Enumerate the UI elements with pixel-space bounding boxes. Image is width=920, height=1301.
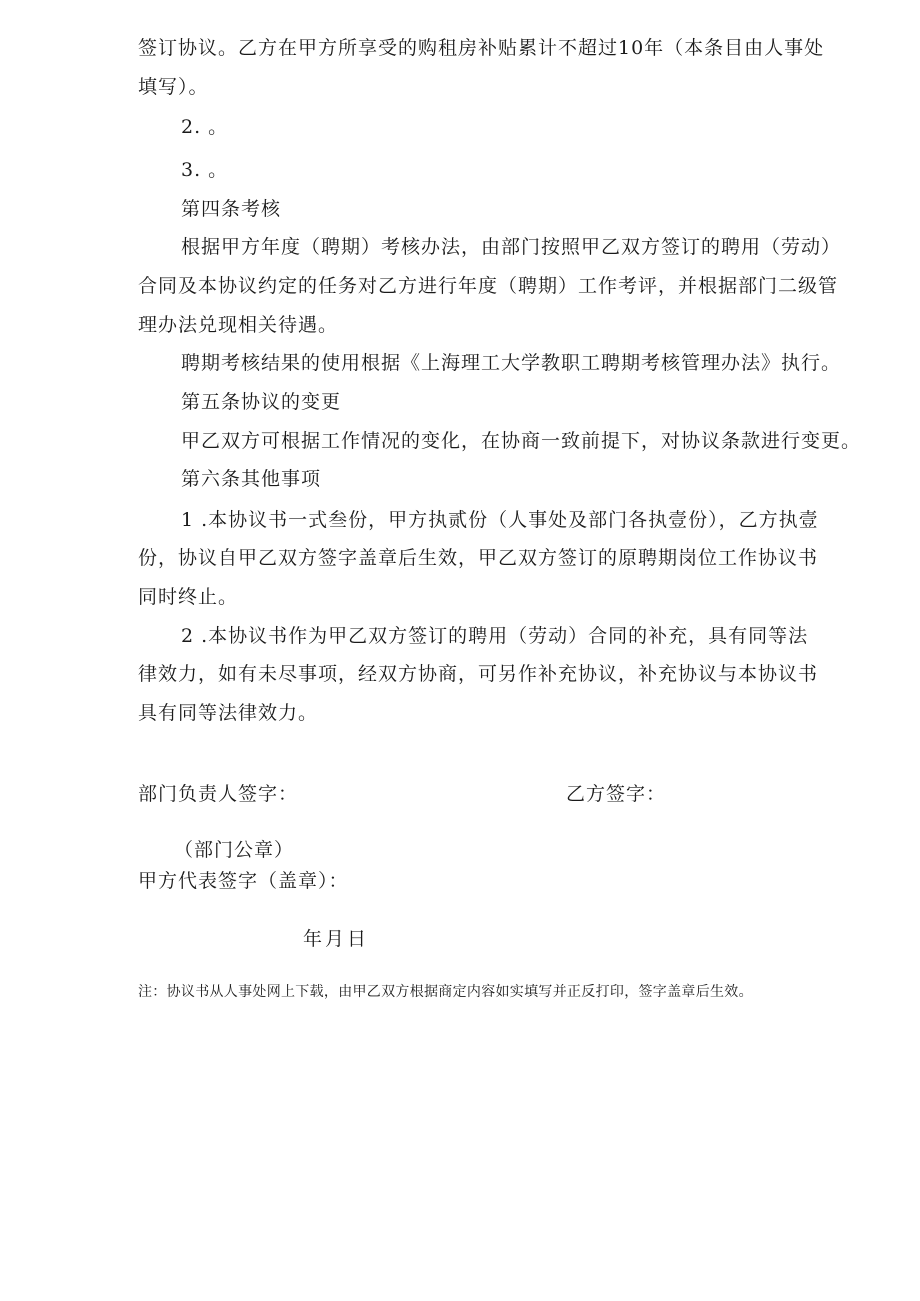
dept-head-signature-label: 部门负责人签字： <box>138 783 299 805</box>
article-4-paragraph-line-1: 根据甲方年度（聘期）考核办法，由部门按照甲乙双方签订的聘用（劳动） <box>181 236 842 258</box>
article-6-item-2-line-1: 2 .本协议书作为甲乙双方签订的聘用（劳动）合同的补充，具有同等法 <box>181 625 809 647</box>
article-6-item-1-line-1: 1 .本协议书一式叁份，甲方执贰份（人事处及部门各执壹份），乙方执壹 <box>181 509 819 531</box>
article-4-heading: 第四条考核 <box>181 198 282 220</box>
dept-seal-label: （部门公章） <box>174 839 295 861</box>
article-5-paragraph: 甲乙双方可根据工作情况的变化，在协商一致前提下，对协议条款进行变更。 <box>181 430 862 452</box>
article-4-paragraph-line-3: 理办法兑现相关待遇。 <box>138 314 339 336</box>
article-5-heading: 第五条协议的变更 <box>181 391 342 413</box>
clause-3-line-continuation: 签订协议。乙方在甲方所享受的购租房补贴累计不超过10年（本条目由人事处 <box>138 37 825 59</box>
clause-3-line-end: 填写）。 <box>138 76 209 98</box>
article-6-item-2-line-2: 律效力，如有未尽事项，经双方协商，可另作补充协议，补充协议与本协议书 <box>138 663 819 685</box>
article-4-paragraph-line-2: 合同及本协议约定的任务对乙方进行年度（聘期）工作考评，并根据部门二级管 <box>138 275 839 297</box>
article-4-paragraph-2: 聘期考核结果的使用根据《上海理工大学教职工聘期考核管理办法》执行。 <box>181 352 842 374</box>
clause-3-item-3: 3. 。 <box>181 159 229 181</box>
article-6-item-1-line-3: 同时终止。 <box>138 586 239 608</box>
signature-date: 年月日 <box>303 928 370 950</box>
clause-3-item-2: 2. 。 <box>181 116 229 138</box>
footnote: 注：协议书从人事处网上下载，由甲乙双方根据商定内容如实填写并正反打印，签字盖章后生效。 <box>138 984 753 1000</box>
party-b-signature-label: 乙方签字： <box>566 783 667 805</box>
article-6-heading: 第六条其他事项 <box>181 468 322 490</box>
article-6-item-2-line-3: 具有同等法律效力。 <box>138 702 319 724</box>
party-a-representative-signature-label: 甲方代表签字（盖章）： <box>138 870 349 892</box>
article-6-item-1-line-2: 份，协议自甲乙双方签字盖章后生效，甲乙双方签订的原聘期岗位工作协议书 <box>138 547 819 569</box>
